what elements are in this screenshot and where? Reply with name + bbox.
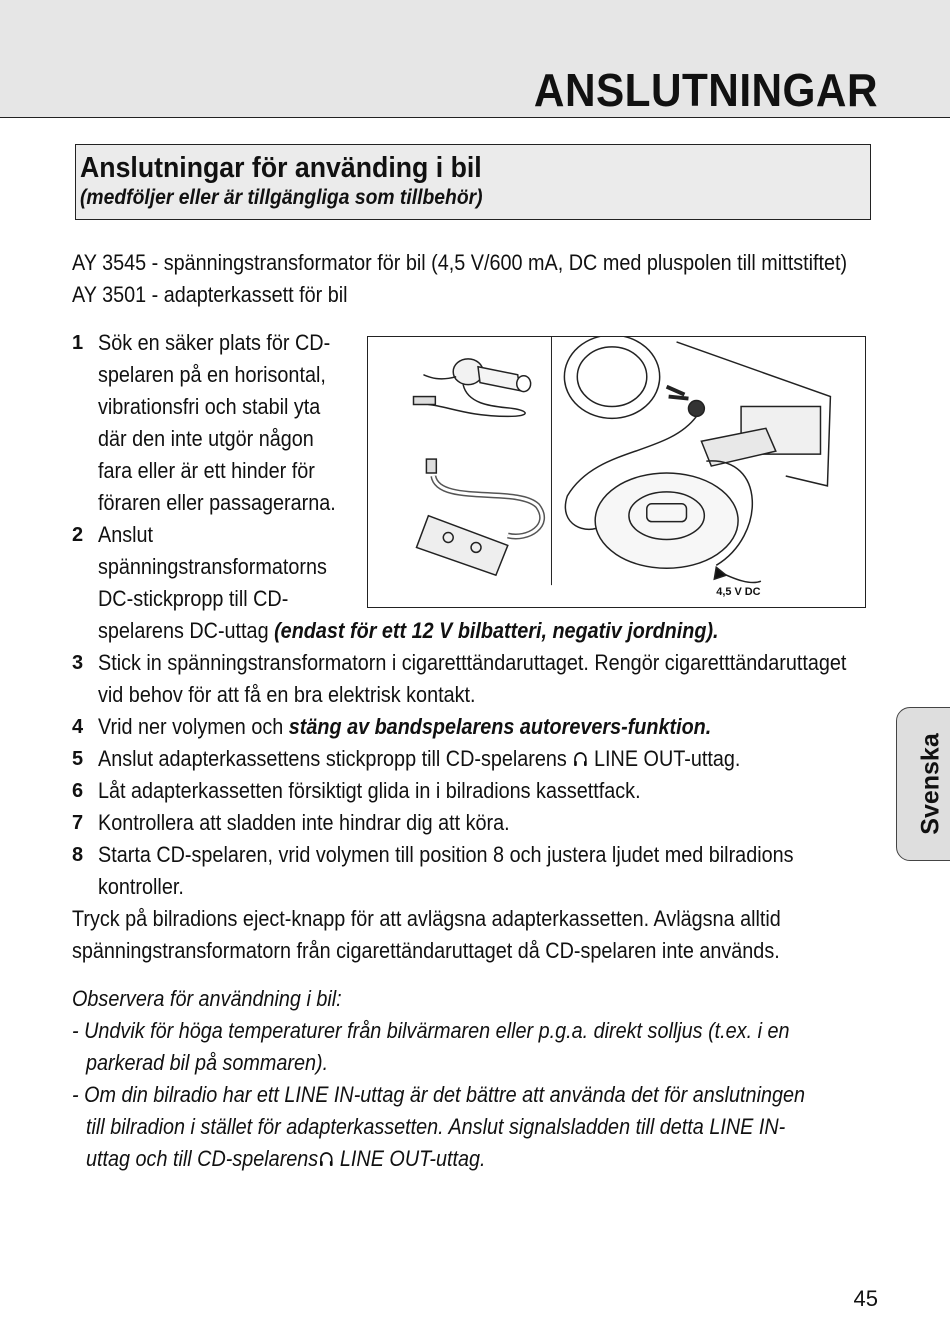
step-number: 3 — [72, 652, 84, 674]
step-text: vid behov för att få en bra elektrisk kontakt. — [98, 682, 476, 707]
closing-text: Tryck på bilradions eject-knapp för att avlägsna adapterkassetten. Avlägsna alltid — [72, 906, 781, 931]
step-number: 2 — [72, 524, 84, 546]
step-number: 6 — [72, 780, 84, 802]
step-text: Sök en säker plats för CD- — [98, 330, 331, 355]
note-line: till bilradion i stället för adapterkassetten. Anslut signalsladden till detta LINE IN- — [86, 1114, 786, 1139]
step-text: spänningstransformatorns — [98, 554, 327, 579]
note-line: - Undvik för höga temperaturer från bilvärmaren eller p.g.a. direkt solljus (t.ex. i en — [72, 1018, 790, 1043]
intro-line: AY 3545 - spänningstransformator för bil (4,5 V/600 mA, DC med pluspolen till mittstiftet) — [72, 250, 848, 275]
headphone-icon — [572, 750, 588, 768]
step-text: spelaren på en horisontal, — [98, 362, 326, 387]
step-text: Stick in spänningstransformatorn i cigaretttändaruttaget. Rengör cigaretttändaruttaget — [98, 650, 847, 675]
step-text: Vrid ner volymen och stäng av bandspelarens autorevers-funktion. — [98, 714, 712, 739]
power-adapter-drawing — [414, 359, 531, 417]
intro-line: AY 3501 - adapterkassett för bil — [72, 282, 348, 307]
step-text: spelarens DC-uttag (endast för ett 12 V bilbatteri, negativ jordning). — [98, 618, 719, 643]
cd-player-drawing — [595, 473, 761, 583]
dc-voltage-label: 4,5 V DC — [716, 586, 761, 599]
step-number: 4 — [72, 716, 84, 738]
note-line: parkerad bil på sommaren). — [86, 1050, 329, 1075]
section-heading-box — [75, 144, 871, 220]
step-number: 5 — [72, 748, 84, 770]
step-text: Kontrollera att sladden inte hindrar dig att köra. — [98, 810, 510, 835]
step-emphasis: stäng av bandspelarens autorevers-funktion. — [288, 714, 712, 739]
headphone-icon — [318, 1150, 334, 1168]
section-subtitle: (medföljer eller är tillgängliga som tillbehör) — [80, 186, 483, 209]
language-tab-label: Svenska — [916, 733, 945, 835]
step-text: Anslut adapterkassettens stickpropp till CD-spelarens LINE OUT-uttag. — [98, 746, 741, 771]
section-title: Anslutningar för använding i bil — [80, 152, 482, 184]
step-text: fara eller är ett hinder för — [98, 458, 315, 483]
car-connection-illustration — [367, 336, 866, 608]
step-number: 1 — [72, 332, 84, 354]
step-emphasis: (endast för ett 12 V bilbatteri, negativ jordning). — [274, 618, 719, 643]
page-number: 45 — [853, 1286, 878, 1311]
step-text: vibrationsfri och stabil yta — [98, 394, 321, 419]
illustration-svg — [368, 337, 865, 607]
step-text: där den inte utgör någon — [98, 426, 314, 451]
step-text: kontroller. — [98, 874, 184, 899]
page-title: ANSLUTNINGAR — [533, 64, 878, 116]
step-number: 8 — [72, 844, 84, 866]
step-text: föraren eller passagerarna. — [98, 490, 336, 515]
step-text: Låt adapterkassetten försiktigt glida in i bilradions kassettfack. — [98, 778, 641, 803]
step-number: 7 — [72, 812, 84, 834]
note-line: - Om din bilradio har ett LINE IN-uttag är det bättre att använda det för anslutningen — [72, 1082, 806, 1107]
cassette-adapter-drawing — [416, 459, 542, 575]
step-text: Anslut — [98, 522, 154, 547]
note-line: uttag och till CD-spelarens LINE OUT-uttag. — [86, 1146, 486, 1171]
closing-text: spänningstransformatorn från cigarettändaruttaget då CD-spelaren inte används. — [72, 938, 780, 963]
step-text: DC-stickpropp till CD- — [98, 586, 289, 611]
language-tab — [896, 707, 950, 861]
step-text: Starta CD-spelaren, vrid volymen till position 8 och justera ljudet med bilradions — [98, 842, 794, 867]
note-heading: Observera för användning i bil: — [72, 986, 342, 1011]
